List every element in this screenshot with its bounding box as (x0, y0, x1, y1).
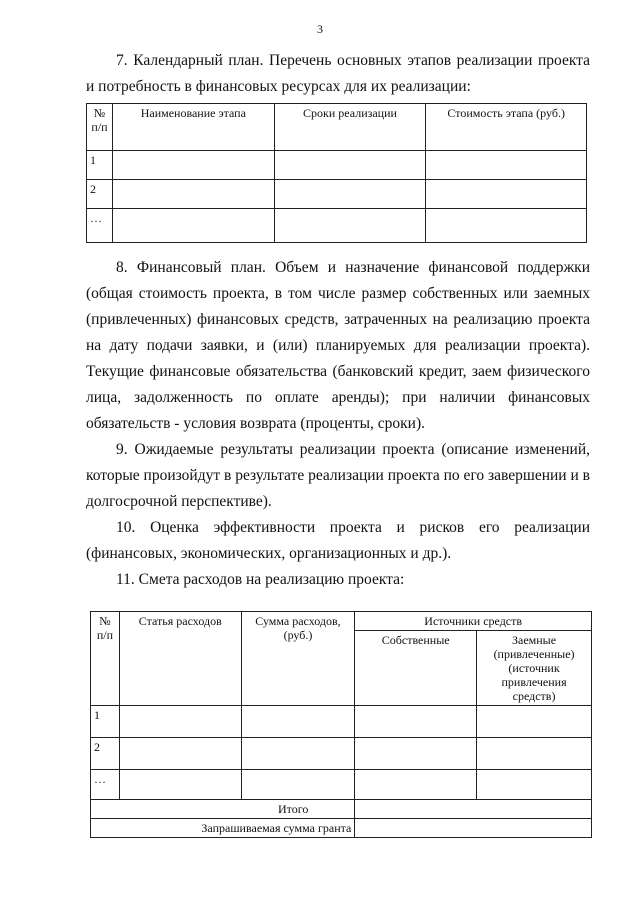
calendar-plan-table (86, 103, 587, 243)
table1-header-stage: Наименование этапа (112, 104, 274, 151)
table-row (91, 706, 592, 738)
page-number: 3 (317, 22, 323, 36)
total-row (91, 800, 592, 819)
section-7-text: 7. Календарный план. Перечень основных этапов реализации проекта и потребность в финансовых ресурсах для их реализации: (86, 52, 590, 95)
grant-value (355, 819, 592, 838)
table1-cell (426, 151, 587, 180)
table2-cell (355, 738, 477, 770)
table1-row-num: … (87, 209, 113, 243)
table1-cell (112, 180, 274, 209)
table1-row-num: 1 (87, 151, 113, 180)
section-10-text: 10. Оценка эффективности проекта и рисков его реализации (финансовых, экономических, организационных и др.). (86, 519, 590, 562)
grant-row (91, 819, 592, 838)
table1-cell (112, 151, 274, 180)
table2-cell (119, 706, 241, 738)
table2-cell (241, 706, 355, 738)
table1-cell (274, 151, 426, 180)
table1-cell (112, 209, 274, 243)
table2-cell (119, 738, 241, 770)
table1-header-dates: Сроки реализации (274, 104, 426, 151)
table2-header-own: Собственные (355, 631, 477, 706)
total-value (355, 800, 592, 819)
table2-cell (355, 770, 477, 800)
table-row (87, 209, 587, 243)
table2-row-num: 1 (91, 706, 120, 738)
section-11-text: 11. Смета расходов на реализацию проекта: (116, 571, 405, 588)
table1-header-cost: Стоимость этапа (руб.) (426, 104, 587, 151)
grant-label: Запрашиваемая сумма гранта (91, 819, 355, 838)
section-9-text: 9. Ожидаемые результаты реализации проекта (описание изменений, которые произойдут в результате реализации проекта по его завершении и в долгосрочной перспективе). (86, 441, 590, 510)
table2-header-sum: Сумма расходов, (руб.) (241, 612, 355, 706)
table2-header-item: Статья расходов (119, 612, 241, 706)
table2-cell (355, 706, 477, 738)
table2-cell (477, 738, 592, 770)
table2-header-num: № п/п (91, 612, 120, 706)
table2-row-num: 2 (91, 738, 120, 770)
table-row (91, 738, 592, 770)
section-8-text: 8. Финансовый план. Объем и назначение финансовой поддержки (общая стоимость проекта, в том числе размер собственных или заемных (привлеченных) финансовых средств, затраченных на реализацию проекта на дату подачи заявки, и (или) планируемых для реализации проекта). Текущие финансовые обязательства (банковский кредит, заем физического лица, задолженность по оплате аренды); при наличии финансовых обязательств - условия возврата (проценты, сроки). (86, 259, 590, 432)
table1-cell (426, 180, 587, 209)
table-row (91, 770, 592, 800)
table-row (87, 151, 587, 180)
table2-cell (477, 770, 592, 800)
table2-header-sources: Источники средств (355, 612, 592, 631)
table2-cell (241, 738, 355, 770)
table1-cell (274, 180, 426, 209)
table2-row-num: … (91, 770, 120, 800)
table2-cell (241, 770, 355, 800)
table1-cell (426, 209, 587, 243)
table2-header-borrowed: Заемные (привлеченные) (источник привлечения средств) (477, 631, 592, 706)
table-row (87, 180, 587, 209)
table1-row-num: 2 (87, 180, 113, 209)
table2-cell (119, 770, 241, 800)
total-label: Итого (91, 800, 355, 819)
table1-header-num: № п/п (87, 104, 113, 151)
budget-table (90, 611, 592, 838)
table1-cell (274, 209, 426, 243)
table2-cell (477, 706, 592, 738)
